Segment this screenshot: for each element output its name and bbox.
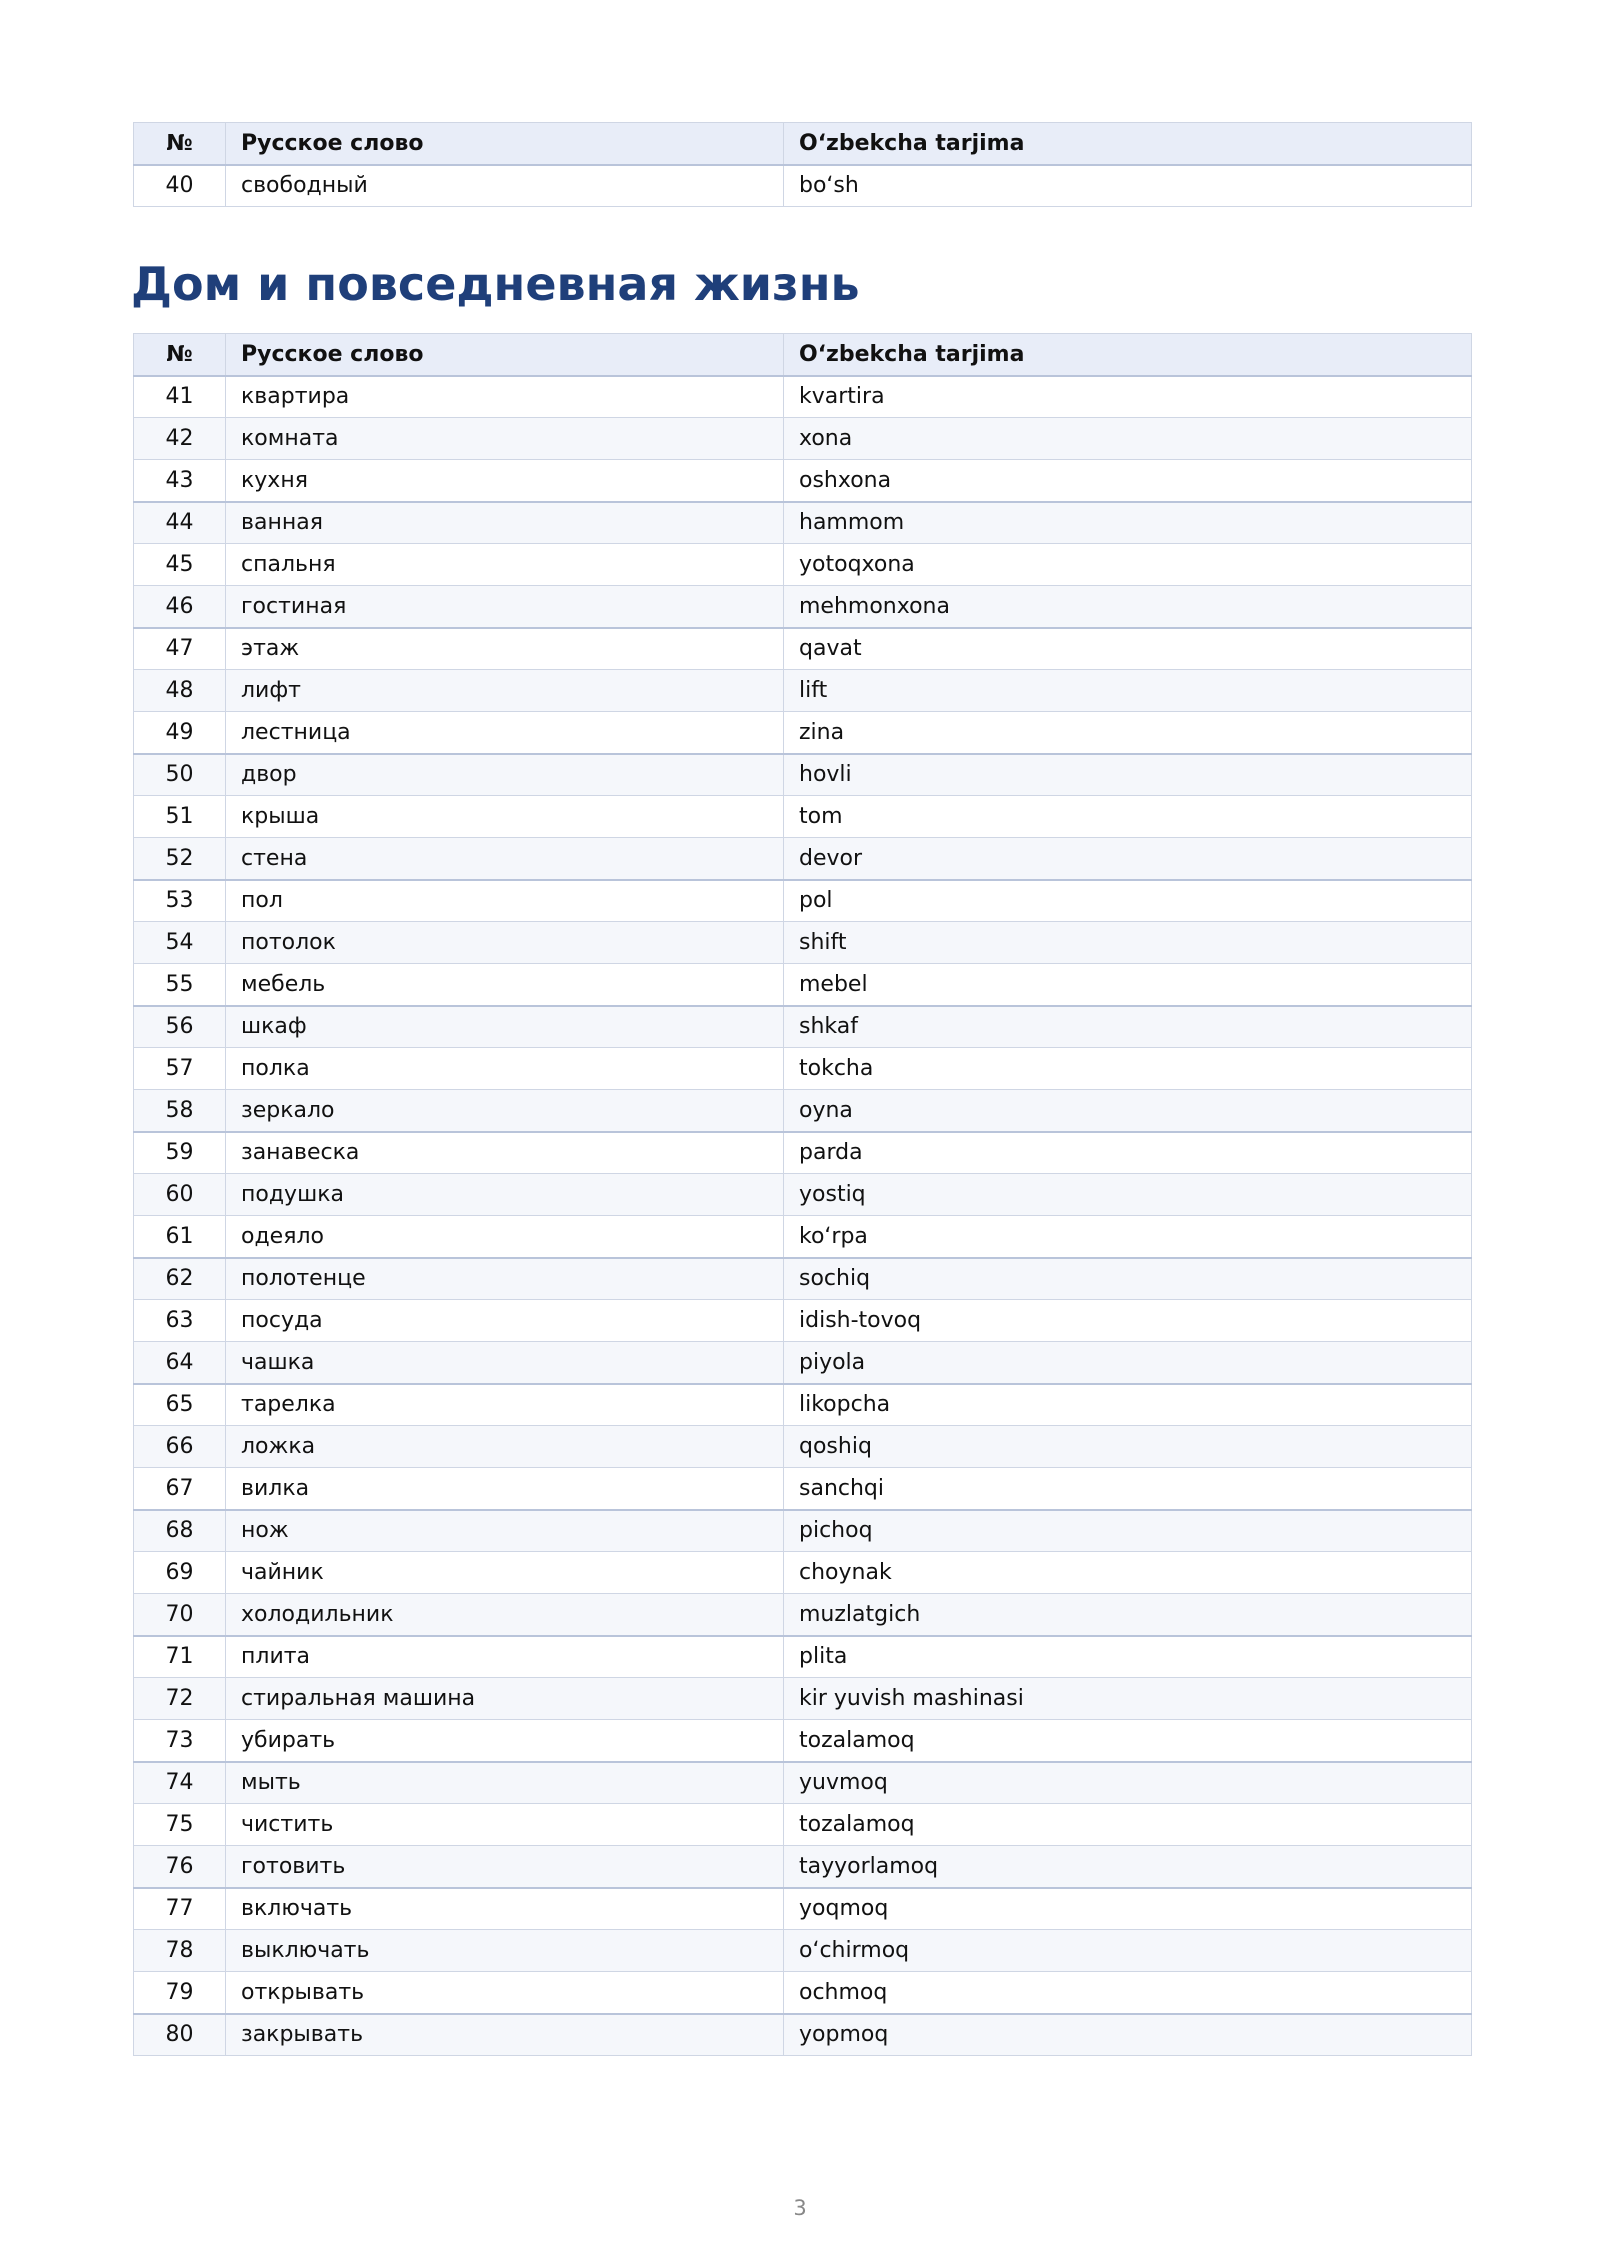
num-cell: 66 — [134, 1426, 226, 1468]
russian-word-cell: одеяло — [226, 1216, 784, 1258]
table-row — [134, 418, 1472, 460]
num-cell: 77 — [134, 1888, 226, 1930]
uzbek-translation-cell: yotoqxona — [784, 544, 1472, 586]
column-header-uzbek: Oʻzbekcha tarjima — [784, 334, 1472, 376]
russian-word-cell: зеркало — [226, 1090, 784, 1132]
num-cell: 72 — [134, 1678, 226, 1720]
russian-word-cell: стиральная машина — [226, 1678, 784, 1720]
russian-word-cell: лифт — [226, 670, 784, 712]
uzbek-translation-cell: choynak — [784, 1552, 1472, 1594]
table-row — [134, 796, 1472, 838]
num-cell: 47 — [134, 628, 226, 670]
russian-word-cell: спальня — [226, 544, 784, 586]
russian-word-cell: потолок — [226, 922, 784, 964]
num-cell: 80 — [134, 2014, 226, 2056]
uzbek-translation-cell: shift — [784, 922, 1472, 964]
russian-word-cell: чайник — [226, 1552, 784, 1594]
table-row — [134, 1048, 1472, 1090]
table-row — [134, 754, 1472, 796]
table-row — [134, 1006, 1472, 1048]
russian-word-cell: стена — [226, 838, 784, 880]
uzbek-translation-cell: xona — [784, 418, 1472, 460]
num-cell: 69 — [134, 1552, 226, 1594]
uzbek-translation-cell: pol — [784, 880, 1472, 922]
num-cell: 60 — [134, 1174, 226, 1216]
table-row — [134, 376, 1472, 418]
num-cell: 40 — [134, 165, 226, 207]
uzbek-translation-cell: yoqmoq — [784, 1888, 1472, 1930]
page-number: 3 — [793, 2196, 807, 2220]
num-cell: 78 — [134, 1930, 226, 1972]
uzbek-translation-cell: muzlatgich — [784, 1594, 1472, 1636]
table-row — [134, 1594, 1472, 1636]
num-cell: 44 — [134, 502, 226, 544]
russian-word-cell: подушка — [226, 1174, 784, 1216]
table-row — [134, 1678, 1472, 1720]
table-row — [134, 502, 1472, 544]
russian-word-cell: ванная — [226, 502, 784, 544]
vocabulary-table-continued — [133, 122, 1472, 207]
table-header-row — [134, 334, 1472, 376]
uzbek-translation-cell: hammom — [784, 502, 1472, 544]
column-header-russian: Русское слово — [226, 334, 784, 376]
column-header-russian: Русское слово — [226, 123, 784, 165]
num-cell: 76 — [134, 1846, 226, 1888]
table-row — [134, 1636, 1472, 1678]
table-row — [134, 712, 1472, 754]
table-row — [134, 1258, 1472, 1300]
num-cell: 61 — [134, 1216, 226, 1258]
table-row — [134, 1090, 1472, 1132]
uzbek-translation-cell: oyna — [784, 1090, 1472, 1132]
num-cell: 50 — [134, 754, 226, 796]
table-row — [134, 1342, 1472, 1384]
uzbek-translation-cell: mebel — [784, 964, 1472, 1006]
num-cell: 68 — [134, 1510, 226, 1552]
num-cell: 41 — [134, 376, 226, 418]
table-row — [134, 1972, 1472, 2014]
uzbek-translation-cell: tom — [784, 796, 1472, 838]
table-row — [134, 2014, 1472, 2056]
num-cell: 71 — [134, 1636, 226, 1678]
uzbek-translation-cell: piyola — [784, 1342, 1472, 1384]
table-row — [134, 1510, 1472, 1552]
table-body — [134, 165, 1472, 207]
table-row — [134, 1426, 1472, 1468]
uzbek-translation-cell: hovli — [784, 754, 1472, 796]
russian-word-cell: шкаф — [226, 1006, 784, 1048]
num-cell: 73 — [134, 1720, 226, 1762]
russian-word-cell: занавеска — [226, 1132, 784, 1174]
num-cell: 63 — [134, 1300, 226, 1342]
uzbek-translation-cell: pichoq — [784, 1510, 1472, 1552]
uzbek-translation-cell: oshxona — [784, 460, 1472, 502]
column-header-number: № — [134, 334, 226, 376]
table-row — [134, 1804, 1472, 1846]
table-row — [134, 1174, 1472, 1216]
uzbek-translation-cell: qavat — [784, 628, 1472, 670]
num-cell: 55 — [134, 964, 226, 1006]
num-cell: 51 — [134, 796, 226, 838]
russian-word-cell: закрывать — [226, 2014, 784, 2056]
uzbek-translation-cell: oʻchirmoq — [784, 1930, 1472, 1972]
russian-word-cell: гостиная — [226, 586, 784, 628]
russian-word-cell: посуда — [226, 1300, 784, 1342]
column-header-uzbek: Oʻzbekcha tarjima — [784, 123, 1472, 165]
uzbek-translation-cell: koʻrpa — [784, 1216, 1472, 1258]
uzbek-translation-cell: shkaf — [784, 1006, 1472, 1048]
table-row — [134, 1384, 1472, 1426]
uzbek-translation-cell: tozalamoq — [784, 1804, 1472, 1846]
num-cell: 64 — [134, 1342, 226, 1384]
uzbek-translation-cell: sochiq — [784, 1258, 1472, 1300]
table-header-row — [134, 123, 1472, 165]
table-row — [134, 1468, 1472, 1510]
table-row — [134, 1300, 1472, 1342]
russian-word-cell: кухня — [226, 460, 784, 502]
russian-word-cell: чистить — [226, 1804, 784, 1846]
russian-word-cell: комната — [226, 418, 784, 460]
table-row — [134, 460, 1472, 502]
num-cell: 57 — [134, 1048, 226, 1090]
russian-word-cell: полотенце — [226, 1258, 784, 1300]
num-cell: 75 — [134, 1804, 226, 1846]
table-row — [134, 165, 1472, 207]
uzbek-translation-cell: idish-tovoq — [784, 1300, 1472, 1342]
uzbek-translation-cell: kir yuvish mashinasi — [784, 1678, 1472, 1720]
russian-word-cell: лестница — [226, 712, 784, 754]
russian-word-cell: тарелка — [226, 1384, 784, 1426]
uzbek-translation-cell: mehmonxona — [784, 586, 1472, 628]
table-row — [134, 1552, 1472, 1594]
uzbek-translation-cell: plita — [784, 1636, 1472, 1678]
table-row — [134, 544, 1472, 586]
russian-word-cell: свободный — [226, 165, 784, 207]
russian-word-cell: выключать — [226, 1930, 784, 1972]
russian-word-cell: ложка — [226, 1426, 784, 1468]
uzbek-translation-cell: yostiq — [784, 1174, 1472, 1216]
russian-word-cell: убирать — [226, 1720, 784, 1762]
section-title: Дом и повседневная жизнь — [131, 257, 860, 311]
uzbek-translation-cell: kvartira — [784, 376, 1472, 418]
num-cell: 58 — [134, 1090, 226, 1132]
russian-word-cell: квартира — [226, 376, 784, 418]
table-row — [134, 1132, 1472, 1174]
uzbek-translation-cell: tokcha — [784, 1048, 1472, 1090]
russian-word-cell: полка — [226, 1048, 784, 1090]
russian-word-cell: включать — [226, 1888, 784, 1930]
num-cell: 46 — [134, 586, 226, 628]
table-row — [134, 1846, 1472, 1888]
uzbek-translation-cell: sanchqi — [784, 1468, 1472, 1510]
num-cell: 79 — [134, 1972, 226, 2014]
num-cell: 53 — [134, 880, 226, 922]
uzbek-translation-cell: zina — [784, 712, 1472, 754]
num-cell: 54 — [134, 922, 226, 964]
table-row — [134, 964, 1472, 1006]
num-cell: 59 — [134, 1132, 226, 1174]
uzbek-translation-cell: tozalamoq — [784, 1720, 1472, 1762]
num-cell: 62 — [134, 1258, 226, 1300]
num-cell: 74 — [134, 1762, 226, 1804]
russian-word-cell: этаж — [226, 628, 784, 670]
table-body — [134, 376, 1472, 2056]
russian-word-cell: готовить — [226, 1846, 784, 1888]
russian-word-cell: чашка — [226, 1342, 784, 1384]
uzbek-translation-cell: tayyorlamoq — [784, 1846, 1472, 1888]
table-row — [134, 628, 1472, 670]
russian-word-cell: двор — [226, 754, 784, 796]
uzbek-translation-cell: yopmoq — [784, 2014, 1472, 2056]
column-header-number: № — [134, 123, 226, 165]
table-row — [134, 880, 1472, 922]
table-row — [134, 1720, 1472, 1762]
num-cell: 43 — [134, 460, 226, 502]
uzbek-translation-cell: ochmoq — [784, 1972, 1472, 2014]
uzbek-translation-cell: qoshiq — [784, 1426, 1472, 1468]
num-cell: 42 — [134, 418, 226, 460]
russian-word-cell: холодильник — [226, 1594, 784, 1636]
uzbek-translation-cell: boʻsh — [784, 165, 1472, 207]
uzbek-translation-cell: parda — [784, 1132, 1472, 1174]
num-cell: 56 — [134, 1006, 226, 1048]
table-row — [134, 922, 1472, 964]
table-row — [134, 1930, 1472, 1972]
table-row — [134, 586, 1472, 628]
num-cell: 52 — [134, 838, 226, 880]
num-cell: 45 — [134, 544, 226, 586]
russian-word-cell: плита — [226, 1636, 784, 1678]
num-cell: 49 — [134, 712, 226, 754]
russian-word-cell: вилка — [226, 1468, 784, 1510]
table-row — [134, 670, 1472, 712]
uzbek-translation-cell: lift — [784, 670, 1472, 712]
num-cell: 67 — [134, 1468, 226, 1510]
num-cell: 70 — [134, 1594, 226, 1636]
table-row — [134, 838, 1472, 880]
russian-word-cell: мыть — [226, 1762, 784, 1804]
russian-word-cell: мебель — [226, 964, 784, 1006]
russian-word-cell: открывать — [226, 1972, 784, 2014]
num-cell: 48 — [134, 670, 226, 712]
vocabulary-table-home — [133, 333, 1472, 2056]
table-row — [134, 1762, 1472, 1804]
num-cell: 65 — [134, 1384, 226, 1426]
uzbek-translation-cell: likopcha — [784, 1384, 1472, 1426]
russian-word-cell: нож — [226, 1510, 784, 1552]
uzbek-translation-cell: yuvmoq — [784, 1762, 1472, 1804]
table-row — [134, 1216, 1472, 1258]
uzbek-translation-cell: devor — [784, 838, 1472, 880]
russian-word-cell: пол — [226, 880, 784, 922]
russian-word-cell: крыша — [226, 796, 784, 838]
table-row — [134, 1888, 1472, 1930]
